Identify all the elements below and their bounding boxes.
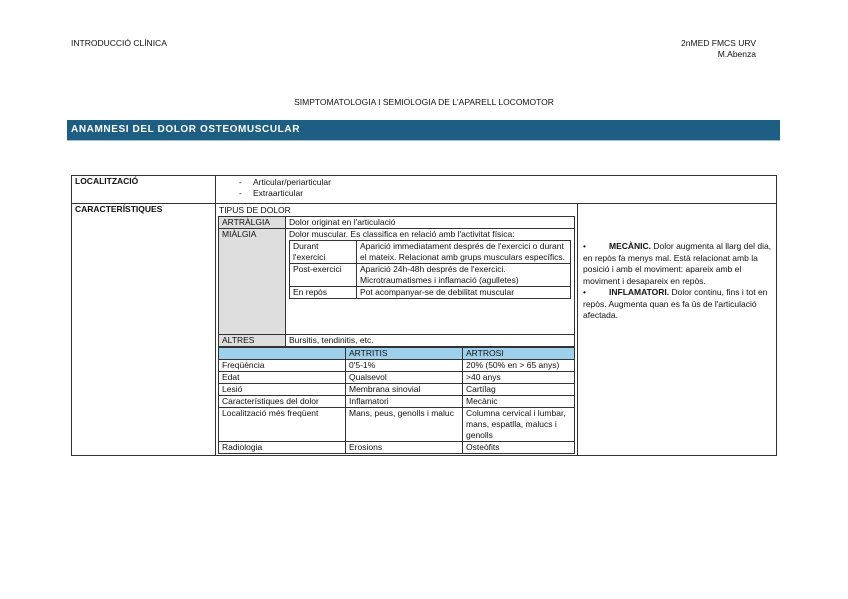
header-right-line1: 2nMED FMCS URV — [681, 38, 756, 48]
header-right-line2: M.Abenza — [717, 49, 756, 59]
comparison-cell: Qualsevol — [346, 372, 463, 384]
list-item: - Articular/periarticular — [239, 177, 773, 188]
mialgia-subtable — [289, 240, 571, 299]
document-title: SIMPTOMATOLOGIA I SEMIOLOGIA DE L'APARELL LOCOMOTOR — [294, 97, 554, 107]
table-row — [219, 408, 575, 442]
list-item: - Extraarticular — [239, 188, 773, 199]
comparison-cell: Edat — [219, 372, 346, 384]
comparison-cell: Freqüència — [219, 360, 346, 372]
mialgia-row-label: Post-exercici — [290, 264, 357, 287]
comparison-header-row — [219, 348, 575, 360]
bullet-icon: • — [583, 287, 586, 297]
comparison-cell: Localització més freqüent — [219, 408, 346, 442]
header-left: INTRODUCCIÓ CLÍNICA — [71, 38, 167, 48]
mialgia-desc: Dolor muscular. Es classifica en relació amb l'activitat física: — [289, 229, 515, 239]
comparison-table — [218, 347, 575, 454]
comparison-cell: Mans, peus, genolls i maluc — [346, 408, 463, 442]
table-row — [219, 360, 575, 372]
table-row — [219, 396, 575, 408]
row-localitzacio — [72, 176, 777, 204]
pain-types — [583, 241, 773, 322]
mecanic-title: MECÀNIC. — [609, 241, 652, 251]
mecanic-text: Dolor augmenta al llarg del dia, en repòs fa menys mal. Està relacionat amb la posició i amb el moviment: apareix amb el moviment i desapareix en repòs. — [583, 241, 772, 286]
table-row — [219, 229, 575, 335]
comparison-cell: Columna cervical i lumbar, mans, espatlla, malucs i genolls — [463, 408, 575, 442]
comparison-cell: Radiologia — [219, 442, 346, 454]
altres-desc: Bursitis, tendinitis, etc. — [286, 335, 575, 347]
mialgia-row-desc: Aparició 24h-48h després de l'exercici. Microtraumatismes i inflamació (agulletes) — [357, 264, 571, 287]
artralgia-label: ARTRÀLGIA — [219, 217, 286, 229]
inflamatori-item — [583, 287, 773, 322]
comparison-cell: Membrana sinovial — [346, 384, 463, 396]
comparison-cell: Característiques del dolor — [219, 396, 346, 408]
mialgia-label: MIÀLGIA — [219, 229, 286, 335]
table-row — [290, 241, 571, 264]
comparison-header: ARTRITIS — [346, 348, 463, 360]
tipus-dolor-table — [218, 216, 575, 347]
bullet-icon: • — [583, 241, 586, 251]
localitzacio-content — [216, 176, 777, 204]
inflamatori-title: INFLAMATORI. — [609, 287, 670, 297]
comparison-cell: Osteòfits — [463, 442, 575, 454]
header-right — [681, 38, 756, 60]
comparison-cell: >40 anys — [463, 372, 575, 384]
comparison-cell: Cartílag — [463, 384, 575, 396]
mialgia-row-label: En repòs — [290, 287, 357, 299]
altres-label: ALTRES — [219, 335, 286, 347]
mecanic-item — [583, 241, 773, 287]
caracteristiques-content — [216, 204, 578, 456]
anamnesi-table — [71, 175, 777, 456]
inflamatori-text: Dolor continu, fins i tot en repòs. Augmenta quan es fa ús de l'articulació afectada. — [583, 287, 768, 320]
mialgia-content — [286, 229, 575, 335]
mialgia-row-desc: Pot acompanyar-se de debilitat muscular — [357, 287, 571, 299]
comparison-cell: Lesió — [219, 384, 346, 396]
row-caracteristiques — [72, 204, 777, 456]
table-row — [219, 335, 575, 347]
comparison-header: ARTROSI — [463, 348, 575, 360]
mialgia-row-label: Durant l'exercici — [290, 241, 357, 264]
mialgia-row-desc: Aparició immediatament després de l'exercici o durant el mateix. Relacionat amb grups musculars específics. — [357, 241, 571, 264]
comparison-cell: Inflamatori — [346, 396, 463, 408]
table-row — [219, 442, 575, 454]
comparison-cell: Erosions — [346, 442, 463, 454]
table-row — [219, 384, 575, 396]
table-row — [219, 217, 575, 229]
comparison-header — [219, 348, 346, 360]
localitzacio-list — [219, 177, 773, 199]
table-row — [290, 287, 571, 299]
tipus-dolor-title: TIPUS DE DOLOR — [219, 205, 291, 215]
section-banner: ANAMNESI DEL DOLOR OSTEOMUSCULAR — [67, 120, 780, 141]
pain-types-cell — [578, 204, 777, 456]
comparison-cell: 20% (50% en > 65 anys) — [463, 360, 575, 372]
localitzacio-label: LOCALITZACIÓ — [72, 176, 216, 204]
comparison-cell: Mecànic — [463, 396, 575, 408]
caracteristiques-label: CARACTERÍSTIQUES — [72, 204, 216, 456]
artralgia-desc: Dolor originat en l'articulació — [286, 217, 575, 229]
table-row — [219, 372, 575, 384]
comparison-cell: 0'5-1% — [346, 360, 463, 372]
table-row — [290, 264, 571, 287]
